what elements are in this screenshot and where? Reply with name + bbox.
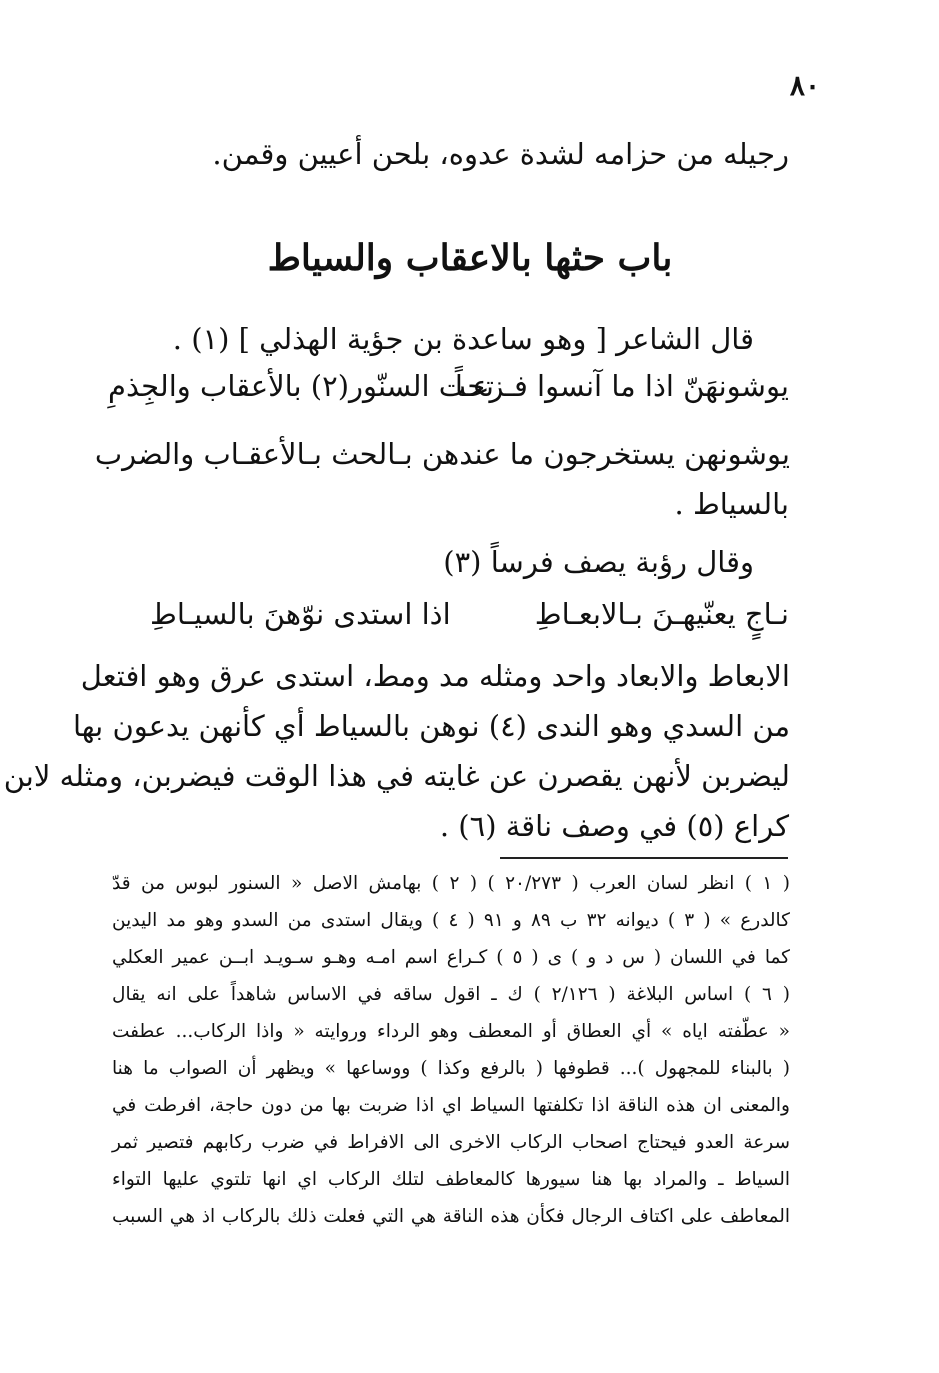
verse1-second-hemistich: تحت السنّور(٢) بالأعقاب والجِذمِ [108,369,494,403]
footnote-line-4: ( ٦ ) اساس البلاغة ( ٢/١٢٦ ) ك ـ اقول ساقه في الاساس شاهداً على انه يقال [112,984,790,1005]
footnote-separator [500,857,788,859]
footnote-line-1: ( ١ ) انظر لسان العرب ( ٢٠/٢٧٣ ) ( ٢ ) بهامش الاصل « السنور لبوس من قدّ [112,873,791,894]
footnote-line-6: ( بالبناء للمجهول )... قطوفها ( بالرفع وكذا ) ووساعها » ويظهر أن الصواب ما هنا [112,1058,790,1079]
footnote-line-3: كما في اللسان ( س د و ) ى ( ٥ ) كـراع اسم امـه وهـو سـويـد ابــن عمير العكلي [112,947,790,968]
para2-line-4: كراع (٥) في وصف ناقة (٦) . [439,809,789,843]
verse1-first-hemistich: يوشونهَنّ اذا ما آنسوا فـزعـاً [454,369,789,403]
intro-line: رجيله من حزامه لشدة عدوه، بلحن أعيين وقمن. [212,137,789,171]
page-number: ٨٠ [789,69,820,102]
footnote-line-10: المعاطف على اكتاف الرجال فكأن هذه الناقة هي التي فعلت ذلك بالركاب اذ هي السبب [112,1206,790,1227]
para2-line-1: الابعاط والابعاد واحد ومثله مد ومط، استدى عرق وهو افتعل [80,659,790,693]
verse2-second-hemistich: اذا استدى نوّهنَ بالسيـاطِ [150,597,451,631]
verse2-first-hemistich: نـاجٍ يعنّيهـنَ بـالابعـاطِ [534,597,789,631]
footnote-line-5: « عطّفته اياه » أي العطاق أو المعطف وهو الرداء وروايته « واذا الركاب... عطفت [112,1021,790,1042]
poet2-intro: وقال رؤبة يصف فرساً (٣) [443,545,754,579]
para1-line-2: بالسياط . [674,487,789,521]
para1-line-1: يوشونهن يستخرجون ما عندهن بـالحث بـالأعقـاب والضرب [94,437,790,471]
para2-line-3: ليضربن لأنهن يقصرن عن غايته في هذا الوقت فيضربن، ومثله لابن [3,759,790,793]
footnote-line-7: والمعنى ان هذه الناقة اذا تكلفتها السياط اي اذا ضربت بها من دون حاجة، افرطت في [112,1095,790,1116]
footnote-line-9: السياط ـ والمراد بها هنا سيورها كالمعاطف لتلك الركاب اي انها تلتوي عليها التواء [112,1169,790,1190]
para2-line-2: من السدي وهو الندى (٤) نوهن بالسياط أي كأنهن يدعون بها [72,709,790,743]
footnote-line-2: كالدرع » ( ٣ ) ديوانه ٣٢ ب ٨٩ و ٩١ ( ٤ ) ويقال استدى من السدو وهو مد اليدين [112,910,790,931]
section-title: باب حثها بالاعقاب والسياط [267,237,673,279]
footnote-line-8: سرعة العدو فيحتاج اصحاب الركاب الاخرى الى الافراط في ضرب ركابهم فتصير ثمر [112,1132,790,1153]
poet1-intro: قال الشاعر [ وهو ساعدة بن جؤية الهذلي ] (١) . [172,322,754,356]
